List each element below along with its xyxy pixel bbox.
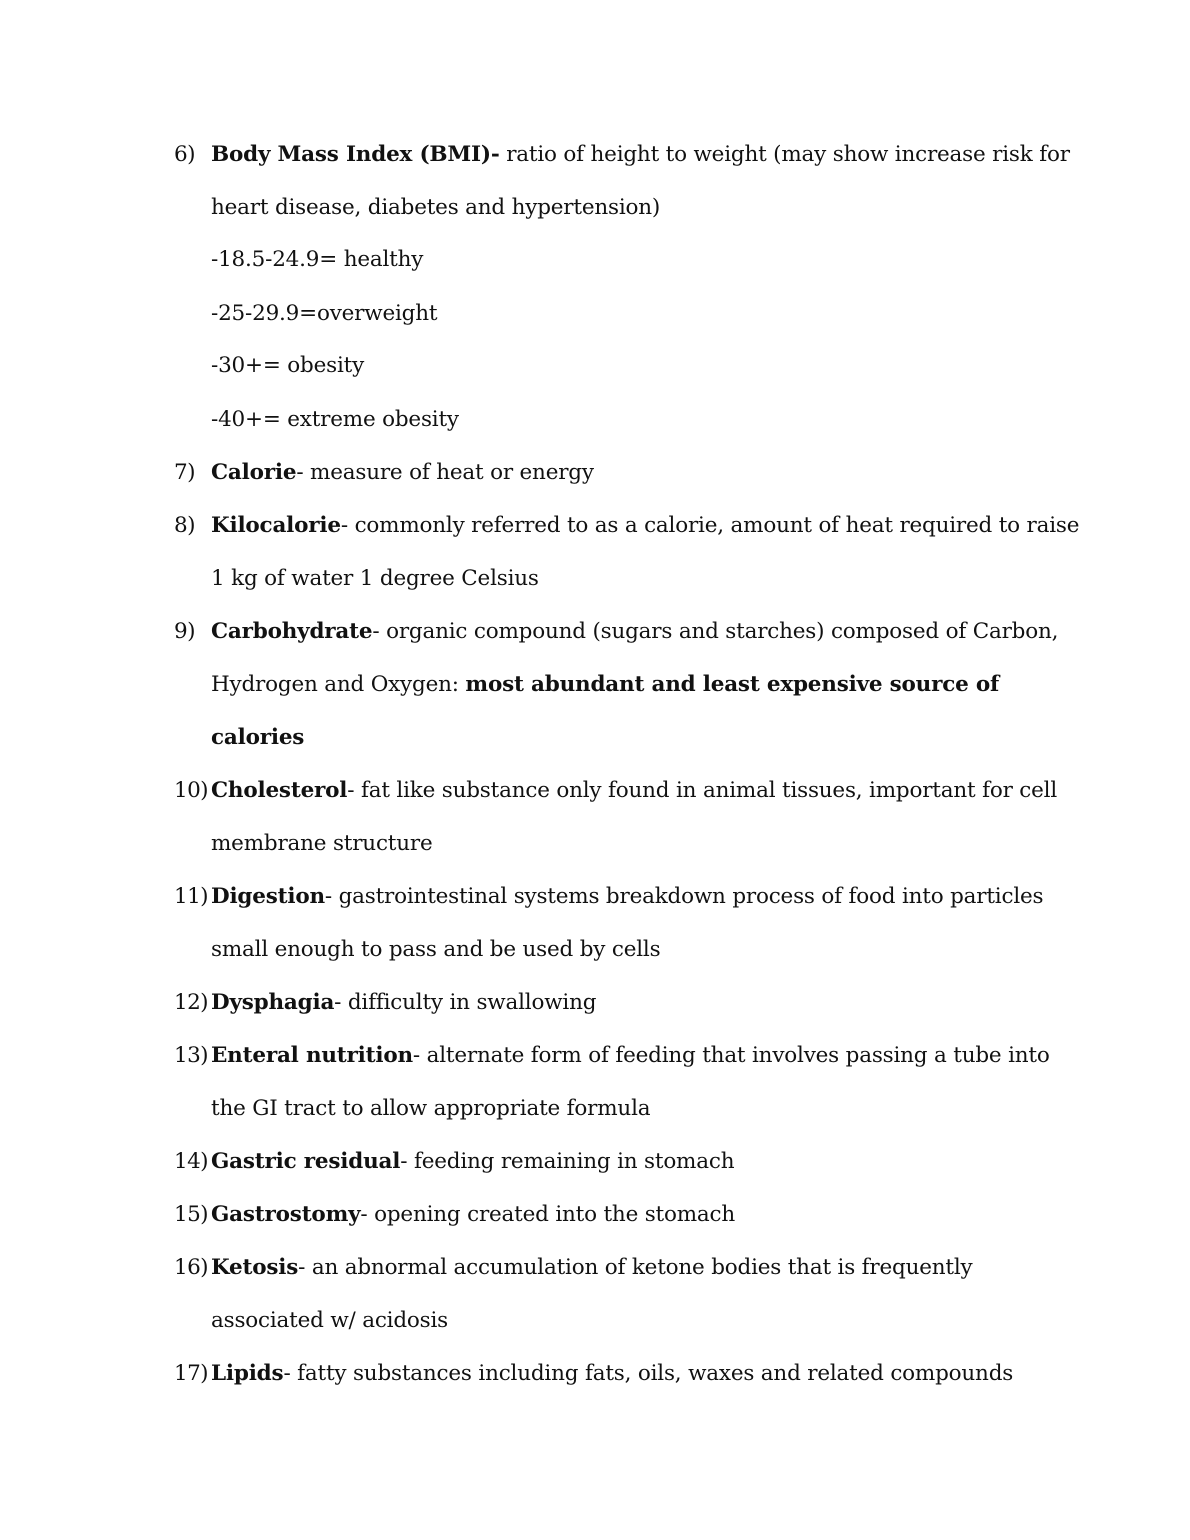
definition-continuation xyxy=(211,658,1091,711)
definition-line xyxy=(211,1241,1091,1294)
definition-line xyxy=(211,1347,1091,1400)
definition-text: ratio of height to weight (may show increase risk for xyxy=(499,142,1070,167)
definition-line xyxy=(211,1029,1091,1082)
definition-continuation: membrane structure xyxy=(211,831,433,856)
item-number: 14) xyxy=(174,1149,208,1174)
definition-text: - fat like substance only found in animal tissues, important for cell xyxy=(347,778,1058,803)
term-kilocalorie: Kilocalorie xyxy=(211,513,341,538)
item-number: 17) xyxy=(174,1361,208,1386)
item-number: 8) xyxy=(174,513,195,538)
item-number: 6) xyxy=(174,142,195,167)
definition-line xyxy=(211,870,1091,923)
definition-continuation: 1 kg of water 1 degree Celsius xyxy=(211,566,539,591)
term-enteral-nutrition: Enteral nutrition xyxy=(211,1043,413,1068)
term-lipids: Lipids xyxy=(211,1361,284,1386)
term-gastrostomy: Gastrostomy xyxy=(211,1202,361,1227)
definition-continuation xyxy=(211,711,1091,764)
term-gastric-residual: Gastric residual xyxy=(211,1149,401,1174)
bmi-range-extreme-obesity: -40+= extreme obesity xyxy=(211,407,459,432)
bmi-range-obesity: -30+= obesity xyxy=(211,353,365,378)
item-number: 10) xyxy=(174,778,208,803)
item-number: 7) xyxy=(174,460,195,485)
item-number: 13) xyxy=(174,1043,208,1068)
bmi-range-overweight: -25-29.9=overweight xyxy=(211,301,438,326)
definition-line xyxy=(211,128,1091,181)
definition-text: - opening created into the stomach xyxy=(360,1202,736,1227)
definition-line xyxy=(211,446,1091,499)
definition-continuation: the GI tract to allow appropriate formula xyxy=(211,1096,651,1121)
term-calorie: Calorie xyxy=(211,460,297,485)
item-number: 12) xyxy=(174,990,208,1015)
definition-line xyxy=(211,605,1091,658)
bmi-range-healthy: -18.5-24.9= healthy xyxy=(211,247,424,272)
definition-continuation: associated w/ acidosis xyxy=(211,1308,448,1333)
definition-line xyxy=(211,1135,1091,1188)
item-number: 11) xyxy=(174,884,208,909)
item-number: 9) xyxy=(174,619,195,644)
term-ketosis: Ketosis xyxy=(211,1255,299,1280)
definition-text: - difficulty in swallowing xyxy=(334,990,597,1015)
term-carbohydrate: Carbohydrate xyxy=(211,619,373,644)
term-bmi: Body Mass Index (BMI)- xyxy=(211,142,500,167)
definition-line xyxy=(211,976,1091,1029)
definition-text: - gastrointestinal systems breakdown process of food into particles xyxy=(324,884,1044,909)
term-digestion: Digestion xyxy=(211,884,325,909)
definition-text: - measure of heat or energy xyxy=(296,460,594,485)
definition-text: - fatty substances including fats, oils, waxes and related compounds xyxy=(283,1361,1014,1386)
term-cholesterol: Cholesterol xyxy=(211,778,348,803)
term-dysphagia: Dysphagia xyxy=(211,990,335,1015)
definition-text: - an abnormal accumulation of ketone bodies that is frequently xyxy=(298,1255,973,1280)
definition-line xyxy=(211,1188,1091,1241)
emphasis-text: most abundant and least expensive source of xyxy=(465,672,1000,697)
definition-text: - alternate form of feeding that involves passing a tube into xyxy=(412,1043,1050,1068)
definition-continuation: small enough to pass and be used by cells xyxy=(211,937,661,962)
definition-text: - feeding remaining in stomach xyxy=(400,1149,735,1174)
definition-text: Hydrogen and Oxygen: xyxy=(211,672,466,697)
item-number: 15) xyxy=(174,1202,208,1227)
definition-line xyxy=(211,499,1091,552)
definition-text: - commonly referred to as a calorie, amount of heat required to raise xyxy=(340,513,1080,538)
item-number: 16) xyxy=(174,1255,208,1280)
definition-text: - organic compound (sugars and starches) composed of Carbon, xyxy=(372,619,1059,644)
definition-continuation: heart disease, diabetes and hypertension) xyxy=(211,195,661,220)
definition-line xyxy=(211,764,1091,817)
emphasis-text: calories xyxy=(211,725,305,750)
